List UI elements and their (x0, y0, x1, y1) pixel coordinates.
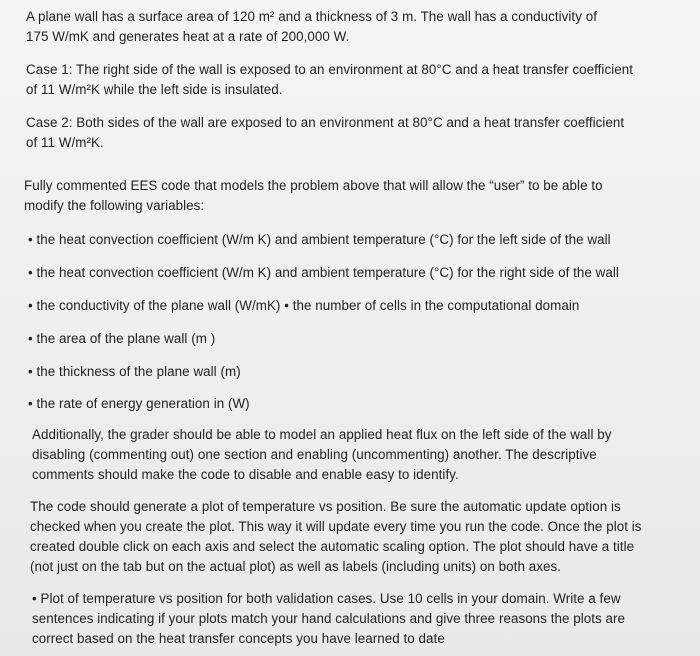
plot-instructions-line-3: created double click on each axis and select the automatic scaling option. The plot should have a title (30, 539, 635, 554)
additional-line-2: disabling (commenting out) one section and enabling (uncommenting) another. The descriptive (32, 447, 597, 462)
additional-line-3: comments should make the code to disable and enable easy to identify. (32, 467, 459, 482)
final-bullet-line-3: correct based on the heat transfer concepts you have learned to date (32, 631, 445, 646)
case-1-line-2: of 11 W/m²K while the left side is insulated. (26, 82, 283, 97)
bullet-thickness: • the thickness of the plane wall (m) (28, 364, 241, 379)
additional-line-1: Additionally, the grader should be able to model an applied heat flux on the left side of the wall by (32, 427, 612, 442)
ees-requirement-line-1: Fully commented EES code that models the problem above that will allow the “user” to be able to (24, 178, 603, 193)
paragraph-intro-line-2: 175 W/mK and generates heat at a rate of 200,000 W. (26, 29, 350, 44)
bullet-energy-generation: • the rate of energy generation in (W) (28, 396, 250, 411)
bullet-conductivity-cells: • the conductivity of the plane wall (W/mK) • the number of cells in the computational domain (28, 298, 580, 313)
case-1-line-1: Case 1: The right side of the wall is exposed to an environment at 80°C and a heat transfer coefficient (26, 62, 633, 77)
final-bullet-line-1: • Plot of temperature vs position for both validation cases. Use 10 cells in your domain. Write a few (32, 591, 621, 606)
bullet-left-convection: • the heat convection coefficient (W/m K) and ambient temperature (°C) for the left side of the wall (28, 232, 611, 247)
final-bullet-line-2: sentences indicating if your plots match your hand calculations and give three reasons the plots are (32, 611, 626, 626)
paragraph-intro-line-1: A plane wall has a surface area of 120 m² and a thickness of 3 m. The wall has a conductivity of (26, 9, 597, 24)
ees-requirement-line-2: modify the following variables: (24, 198, 205, 213)
bullet-area: • the area of the plane wall (m ) (28, 331, 216, 346)
plot-instructions-line-2: checked when you create the plot. This way it will update every time you run the code. Once the plot is (30, 519, 642, 534)
plot-instructions-line-1: The code should generate a plot of temperature vs position. Be sure the automatic update option is (30, 499, 621, 514)
case-2-line-1: Case 2: Both sides of the wall are exposed to an environment at 80°C and a heat transfer coefficient (26, 115, 625, 130)
plot-instructions-line-4: (not just on the tab but on the actual plot) as well as labels (including units) on both axes. (30, 559, 561, 574)
bullet-right-convection: • the heat convection coefficient (W/m K) and ambient temperature (°C) for the right side of the wall (28, 265, 619, 280)
case-2-line-2: of 11 W/m²K. (26, 135, 104, 150)
